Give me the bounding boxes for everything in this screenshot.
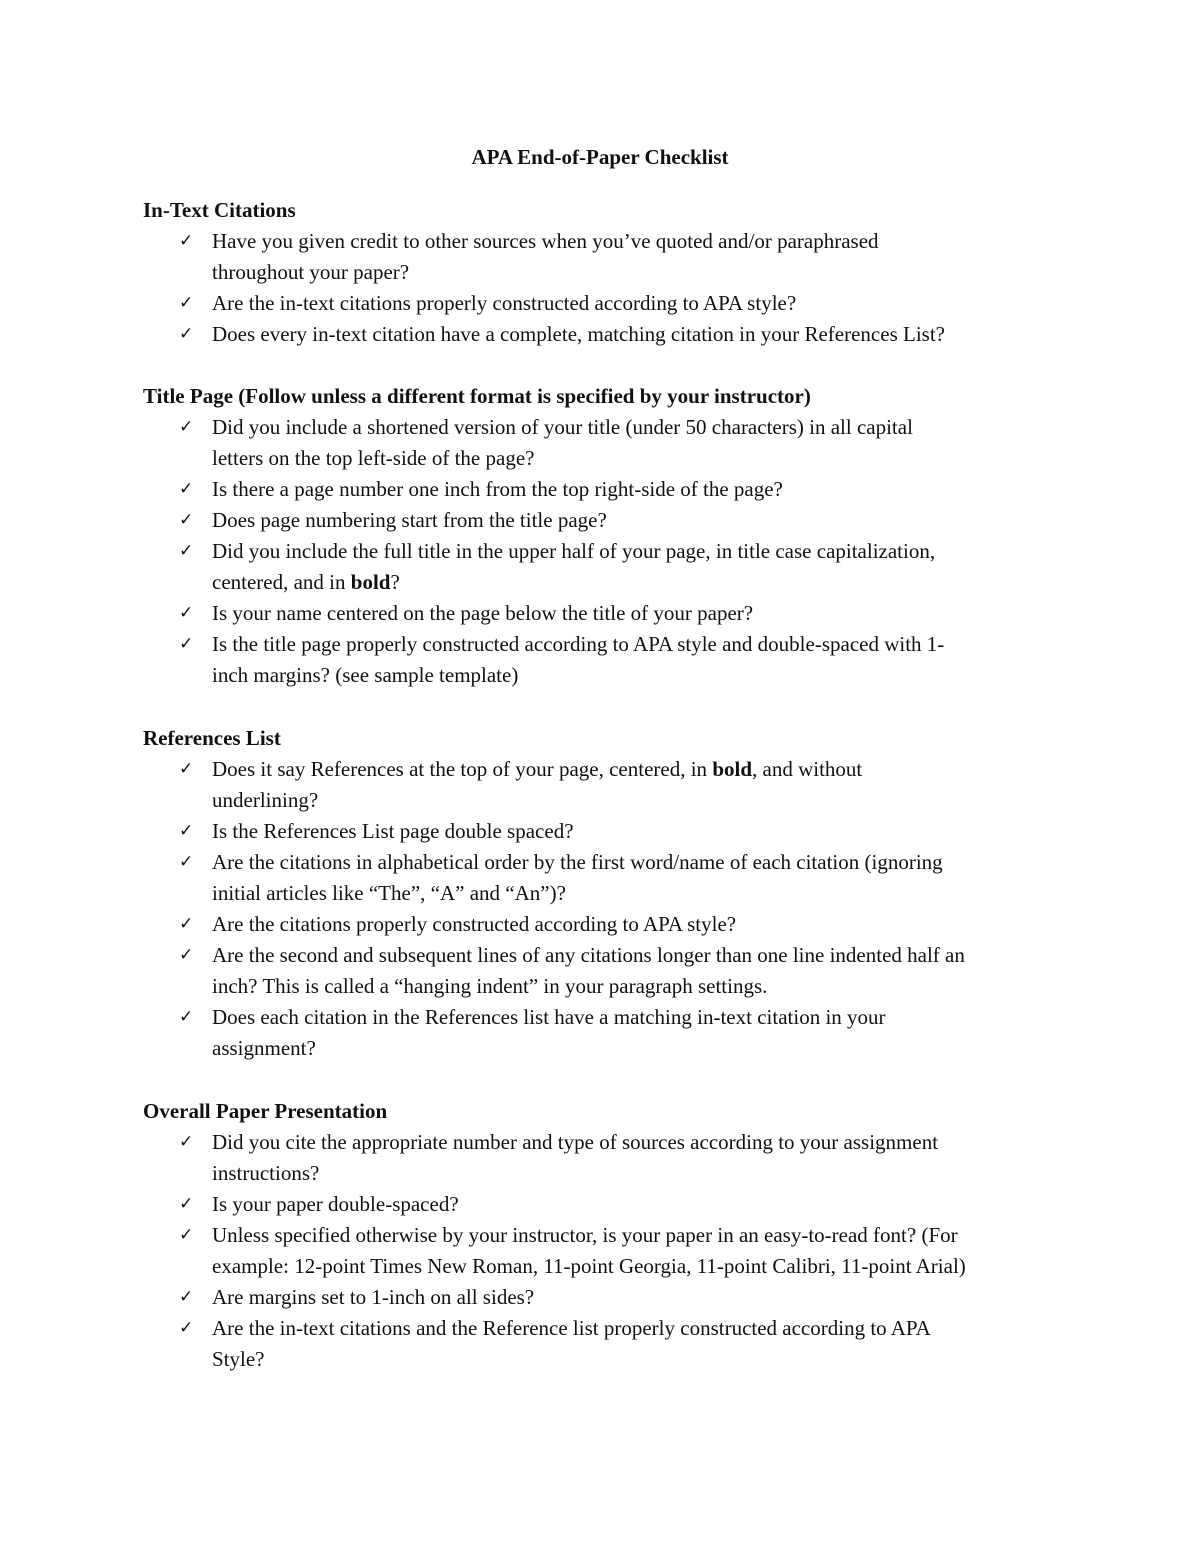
section-heading: Title Page (Follow unless a different format is specified by your instructor) (143, 384, 811, 408)
item-text: Are the in-text citations properly constructed according to APA style? (212, 291, 797, 315)
checklist-item (143, 847, 1083, 909)
section-heading: Overall Paper Presentation (143, 1099, 388, 1123)
item-text (212, 754, 1083, 785)
checkmark-icon: ✓ (179, 1194, 194, 1214)
checklist-item (143, 474, 1083, 505)
item-text: Is there a page number one inch from the top right-side of the page? (212, 477, 783, 501)
item-text: inch margins? (see sample template) (212, 663, 519, 687)
item-text: Are margins set to 1-inch on all sides? (212, 1285, 535, 1309)
checklist-item (143, 536, 1083, 598)
item-text: Does page numbering start from the title page? (212, 508, 607, 532)
checkmark-icon: ✓ (179, 603, 194, 623)
checklist-item (143, 1220, 1083, 1282)
checklist-item (143, 412, 1083, 474)
checkmark-icon: ✓ (179, 759, 194, 779)
item-text: Does every in-text citation have a complete, matching citation in your References List? (212, 322, 945, 346)
item-text: Does each citation in the References list have a matching in-text citation in your (212, 1005, 886, 1029)
item-text: Did you include a shortened version of your title (under 50 characters) in all capital (212, 415, 913, 439)
item-text: Are the second and subsequent lines of any citations longer than one line indented half an (212, 943, 965, 967)
item-text: Unless specified otherwise by your instructor, is your paper in an easy-to-read font? (For (212, 1223, 958, 1247)
item-text: inch? This is called a “hanging indent” in your paragraph settings. (212, 974, 768, 998)
checkmark-icon: ✓ (179, 945, 194, 965)
checkmark-icon: ✓ (179, 510, 194, 530)
checklist-item (143, 909, 1083, 940)
item-text: Are the citations in alphabetical order by the first word/name of each citation (ignoring (212, 850, 943, 874)
checklist-item (143, 598, 1083, 629)
checklist (143, 1127, 1083, 1375)
checkmark-icon: ✓ (179, 231, 194, 251)
checklist-item (143, 1002, 1083, 1064)
checklist-item (143, 1127, 1083, 1189)
checkmark-icon: ✓ (179, 1132, 194, 1152)
checklist (143, 754, 1083, 1064)
item-text: example: 12-point Times New Roman, 11-point Georgia, 11-point Calibri, 11-point Arial) (212, 1254, 966, 1278)
item-text: Is your paper double-spaced? (212, 1192, 459, 1216)
checkmark-icon: ✓ (179, 914, 194, 934)
checkmark-icon: ✓ (179, 852, 194, 872)
checklist-item (143, 505, 1083, 536)
section-heading: In-Text Citations (143, 198, 296, 222)
checkmark-icon: ✓ (179, 634, 194, 654)
section-overall-paper-presentation (143, 1096, 1083, 1375)
checklist-item (143, 288, 1083, 319)
checklist-item (143, 1313, 1083, 1375)
item-text: Is your name centered on the page below the title of your paper? (212, 601, 754, 625)
document-title: APA End-of-Paper Checklist (471, 145, 729, 169)
section-heading: References List (143, 726, 281, 750)
item-text: instructions? (212, 1161, 320, 1185)
item-text: Is the title page properly constructed according to APA style and double-spaced with 1- (212, 632, 945, 656)
checklist-item (143, 816, 1083, 847)
section-title-page (143, 381, 1083, 691)
item-text (212, 567, 1083, 598)
checklist-item (143, 226, 1083, 288)
item-text-part: , and without (752, 757, 863, 781)
section-in-text-citations (143, 195, 1083, 350)
item-text: underlining? (212, 788, 319, 812)
item-text: throughout your paper? (212, 260, 410, 284)
checklist-item (143, 319, 1083, 350)
item-text: Are the citations properly constructed according to APA style? (212, 912, 737, 936)
checkmark-icon: ✓ (179, 417, 194, 437)
item-text: Style? (212, 1347, 265, 1371)
item-text-part: centered, and in (212, 570, 351, 594)
checklist-item (143, 754, 1083, 816)
checkmark-icon: ✓ (179, 479, 194, 499)
checkmark-icon: ✓ (179, 541, 194, 561)
checkmark-icon: ✓ (179, 821, 194, 841)
section-references-list (143, 723, 1083, 1064)
checkmark-icon: ✓ (179, 324, 194, 344)
checkmark-icon: ✓ (179, 1007, 194, 1027)
item-text: Are the in-text citations and the Reference list properly constructed according to APA (212, 1316, 931, 1340)
item-text: Did you include the full title in the upper half of your page, in title case capitalization, (212, 539, 936, 563)
checklist-item (143, 940, 1083, 1002)
checklist-item (143, 1189, 1083, 1220)
item-text: letters on the top left-side of the page? (212, 446, 535, 470)
checklist-item (143, 1282, 1083, 1313)
item-text-part: ? (390, 570, 400, 594)
checklist (143, 226, 1083, 350)
checkmark-icon: ✓ (179, 293, 194, 313)
bold-word: bold (712, 757, 753, 781)
item-text: Did you cite the appropriate number and type of sources according to your assignment (212, 1130, 939, 1154)
checkmark-icon: ✓ (179, 1318, 194, 1338)
item-text: Have you given credit to other sources when you’ve quoted and/or paraphrased (212, 229, 879, 253)
item-text: assignment? (212, 1036, 316, 1060)
checklist (143, 412, 1083, 691)
item-text: initial articles like “The”, “A” and “An”)? (212, 881, 566, 905)
checklist-item (143, 629, 1083, 691)
item-text-part: Does it say References at the top of your page, centered, in (212, 757, 713, 781)
checkmark-icon: ✓ (179, 1287, 194, 1307)
bold-word: bold (350, 570, 391, 594)
checkmark-icon: ✓ (179, 1225, 194, 1245)
item-text: Is the References List page double spaced? (212, 819, 574, 843)
